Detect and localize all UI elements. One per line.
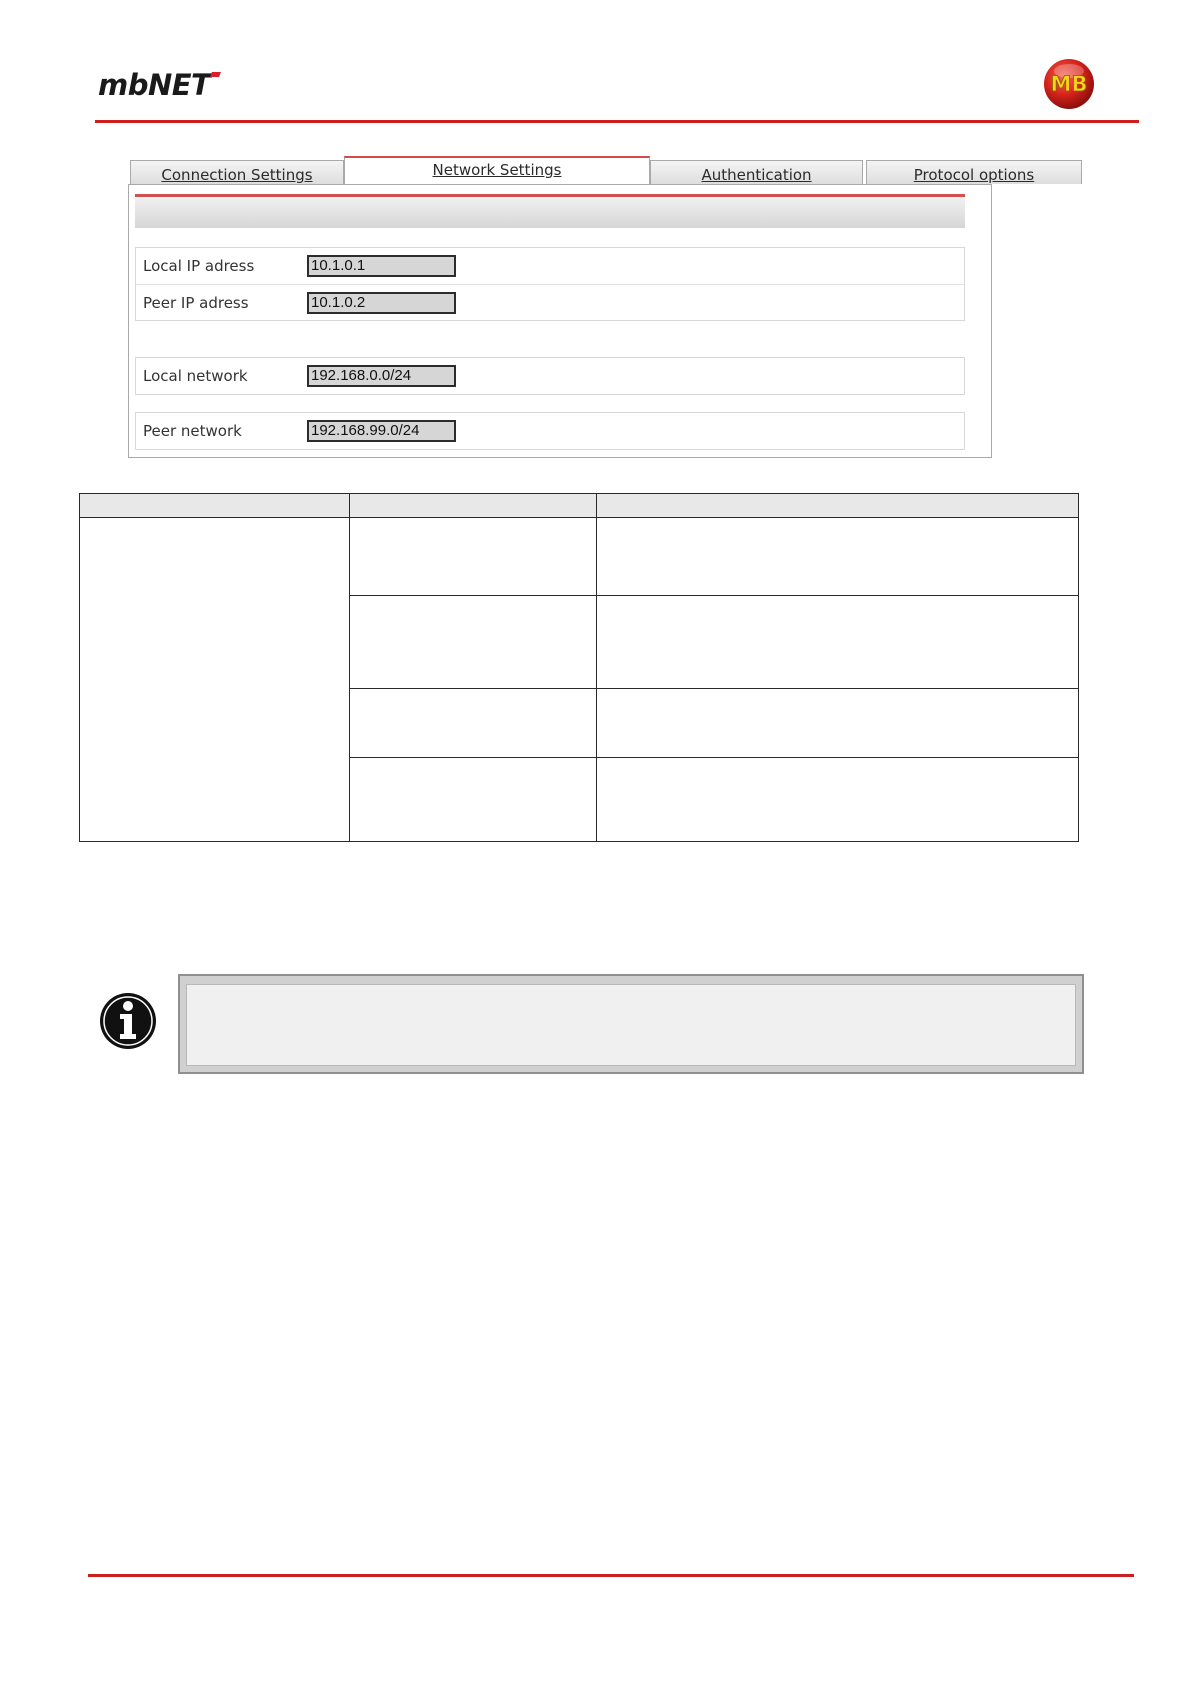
- local-network-label: Local network: [143, 367, 248, 385]
- local-network-row: [136, 358, 964, 394]
- tab-protocol-options[interactable]: [866, 160, 1082, 184]
- table-cell: [350, 596, 597, 689]
- ip-address-group: [135, 247, 965, 321]
- tab-label: Connection Settings: [161, 166, 313, 184]
- tab-label: Network Settings: [432, 161, 562, 179]
- tab-authentication[interactable]: [650, 160, 863, 184]
- network-settings-screenshot: [126, 160, 1035, 458]
- mb-logo-icon: [1043, 58, 1095, 110]
- peer-network-group: [135, 412, 965, 450]
- note-content: [186, 984, 1076, 1066]
- tab-connection-settings[interactable]: [130, 160, 344, 184]
- table-cell: [350, 758, 597, 842]
- mbnet-logo: [98, 68, 210, 102]
- note-box: [178, 974, 1084, 1074]
- table-cell: [350, 689, 597, 758]
- peer-ip-row: [136, 285, 964, 321]
- peer-network-input[interactable]: 192.168.99.0/24: [307, 420, 456, 442]
- table-cell: [350, 518, 597, 596]
- peer-network-row: [136, 413, 964, 449]
- table-cell: [597, 596, 1079, 689]
- table-header-cell: [597, 494, 1079, 518]
- logo-accent-mark: [210, 72, 221, 77]
- local-ip-row: [136, 248, 964, 285]
- peer-ip-label: Peer IP adress: [143, 294, 249, 312]
- table-row: [80, 518, 1079, 596]
- table-cell: [597, 689, 1079, 758]
- local-network-group: [135, 357, 965, 395]
- info-icon: [99, 992, 157, 1050]
- table-header-row: [80, 494, 1079, 518]
- table-header-cell: [350, 494, 597, 518]
- footer-divider: [88, 1574, 1134, 1577]
- tab-network-settings[interactable]: [344, 156, 650, 184]
- table-group-cell: [80, 518, 350, 842]
- brand-name: mbNET: [98, 68, 211, 102]
- description-table: [79, 493, 1079, 842]
- tab-label: Authentication: [701, 166, 812, 184]
- table-cell: [597, 518, 1079, 596]
- table-cell: [597, 758, 1079, 842]
- peer-network-label: Peer network: [143, 422, 242, 440]
- local-ip-input[interactable]: 10.1.0.1: [307, 255, 456, 277]
- local-network-input[interactable]: 192.168.0.0/24: [307, 365, 456, 387]
- badge-text: MB: [1050, 72, 1088, 96]
- tab-label: Protocol options: [913, 166, 1035, 184]
- header-divider: [95, 120, 1139, 123]
- panel-header-bar: [135, 194, 965, 228]
- settings-panel: [128, 184, 992, 458]
- peer-ip-input[interactable]: 10.1.0.2: [307, 292, 456, 314]
- local-ip-label: Local IP adress: [143, 257, 255, 275]
- table-header-cell: [80, 494, 350, 518]
